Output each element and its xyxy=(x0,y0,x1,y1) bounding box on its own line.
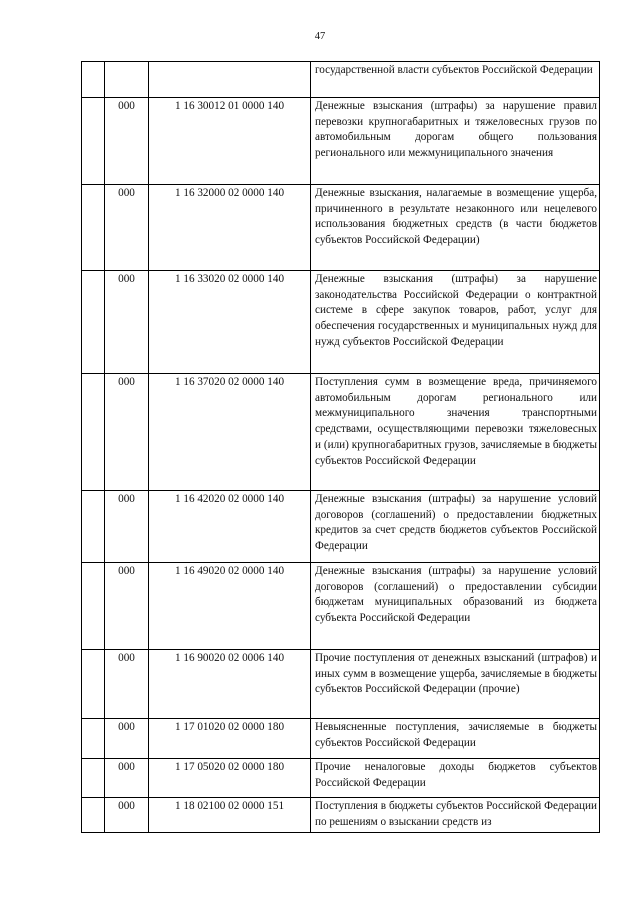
budget-code-cell: 1 16 30012 01 0000 140 xyxy=(149,98,311,185)
description-cell: Денежные взыскания, налагаемые в возмещение ущерба, причиненного в результате незаконного или нецелевого использования бюджетных средств (в части бюджетов субъектов Российской Федерации) xyxy=(311,185,600,271)
description-cell: Поступления сумм в возмещение вреда, причиняемого автомобильным дорогам регионального или межмуниципального значения транспортными средствами, осуществляющими перевозки тяжеловесных и (или) крупногабаритных грузов, зачисляемые в бюджеты субъектов Российской Федерации xyxy=(311,374,600,491)
row-marker-cell xyxy=(82,374,105,491)
table-row xyxy=(82,491,600,563)
description-cell: Прочие поступления от денежных взысканий (штрафов) и иных сумм в возмещение ущерба, зачисляемые в бюджеты субъектов Российской Федерации (прочие) xyxy=(311,650,600,719)
row-marker-cell xyxy=(82,62,105,98)
row-marker-cell xyxy=(82,719,105,759)
budget-code-cell: 1 16 37020 02 0000 140 xyxy=(149,374,311,491)
row-marker-cell xyxy=(82,798,105,833)
description-cell: государственной власти субъектов Российской Федерации xyxy=(311,62,600,98)
table-row xyxy=(82,271,600,374)
budget-code-cell: 1 16 90020 02 0006 140 xyxy=(149,650,311,719)
description-cell: Денежные взыскания (штрафы) за нарушение условий договоров (соглашений) о предоставлении бюджетных кредитов за счет средств бюджетов субъектов Российской Федерации xyxy=(311,491,600,563)
description-cell: Поступления в бюджеты субъектов Российской Федерации по решениям о взыскании средств из xyxy=(311,798,600,833)
description-cell: Денежные взыскания (штрафы) за нарушение условий договоров (соглашений) о предоставлении субсидии бюджетам муниципальных образований из бюджета субъекта Российской Федерации xyxy=(311,563,600,650)
row-marker-cell xyxy=(82,759,105,798)
admin-code-cell: 000 xyxy=(105,719,149,759)
budget-code-cell: 1 16 33020 02 0000 140 xyxy=(149,271,311,374)
row-marker-cell xyxy=(82,650,105,719)
table-row xyxy=(82,650,600,719)
budget-code-cell: 1 18 02100 02 0000 151 xyxy=(149,798,311,833)
budget-code-cell: 1 17 05020 02 0000 180 xyxy=(149,759,311,798)
row-marker-cell xyxy=(82,271,105,374)
row-marker-cell xyxy=(82,563,105,650)
table-row xyxy=(82,185,600,271)
admin-code-cell: 000 xyxy=(105,650,149,719)
budget-classification-table xyxy=(81,61,600,833)
admin-code-cell: 000 xyxy=(105,374,149,491)
description-cell: Денежные взыскания (штрафы) за нарушение законодательства Российской Федерации о контрактной системе в сфере закупок товаров, работ, услуг для обеспечения государственных и муниципальных нужд для нужд субъектов Российской Федерации xyxy=(311,271,600,374)
admin-code-cell: 000 xyxy=(105,271,149,374)
description-cell: Невыясненные поступления, зачисляемые в бюджеты субъектов Российской Федерации xyxy=(311,719,600,759)
admin-code-cell: 000 xyxy=(105,563,149,650)
row-marker-cell xyxy=(82,185,105,271)
table-row xyxy=(82,62,600,98)
table-row xyxy=(82,719,600,759)
admin-code-cell: 000 xyxy=(105,798,149,833)
admin-code-cell: 000 xyxy=(105,759,149,798)
description-cell: Прочие неналоговые доходы бюджетов субъектов Российской Федерации xyxy=(311,759,600,798)
admin-code-cell: 000 xyxy=(105,98,149,185)
budget-code-cell: 1 17 01020 02 0000 180 xyxy=(149,719,311,759)
table-row xyxy=(82,374,600,491)
page-number: 47 xyxy=(314,31,326,42)
row-marker-cell xyxy=(82,98,105,185)
budget-code-cell xyxy=(149,62,311,98)
table-row xyxy=(82,798,600,833)
table-row xyxy=(82,759,600,798)
budget-code-cell: 1 16 49020 02 0000 140 xyxy=(149,563,311,650)
budget-code-cell: 1 16 32000 02 0000 140 xyxy=(149,185,311,271)
table-row xyxy=(82,98,600,185)
admin-code-cell: 000 xyxy=(105,185,149,271)
row-marker-cell xyxy=(82,491,105,563)
description-cell: Денежные взыскания (штрафы) за нарушение правил перевозки крупногабаритных и тяжеловесных грузов по автомобильным дорогам общего пользования регионального или межмуниципального значения xyxy=(311,98,600,185)
admin-code-cell: 000 xyxy=(105,491,149,563)
budget-code-cell: 1 16 42020 02 0000 140 xyxy=(149,491,311,563)
admin-code-cell xyxy=(105,62,149,98)
table-row xyxy=(82,563,600,650)
